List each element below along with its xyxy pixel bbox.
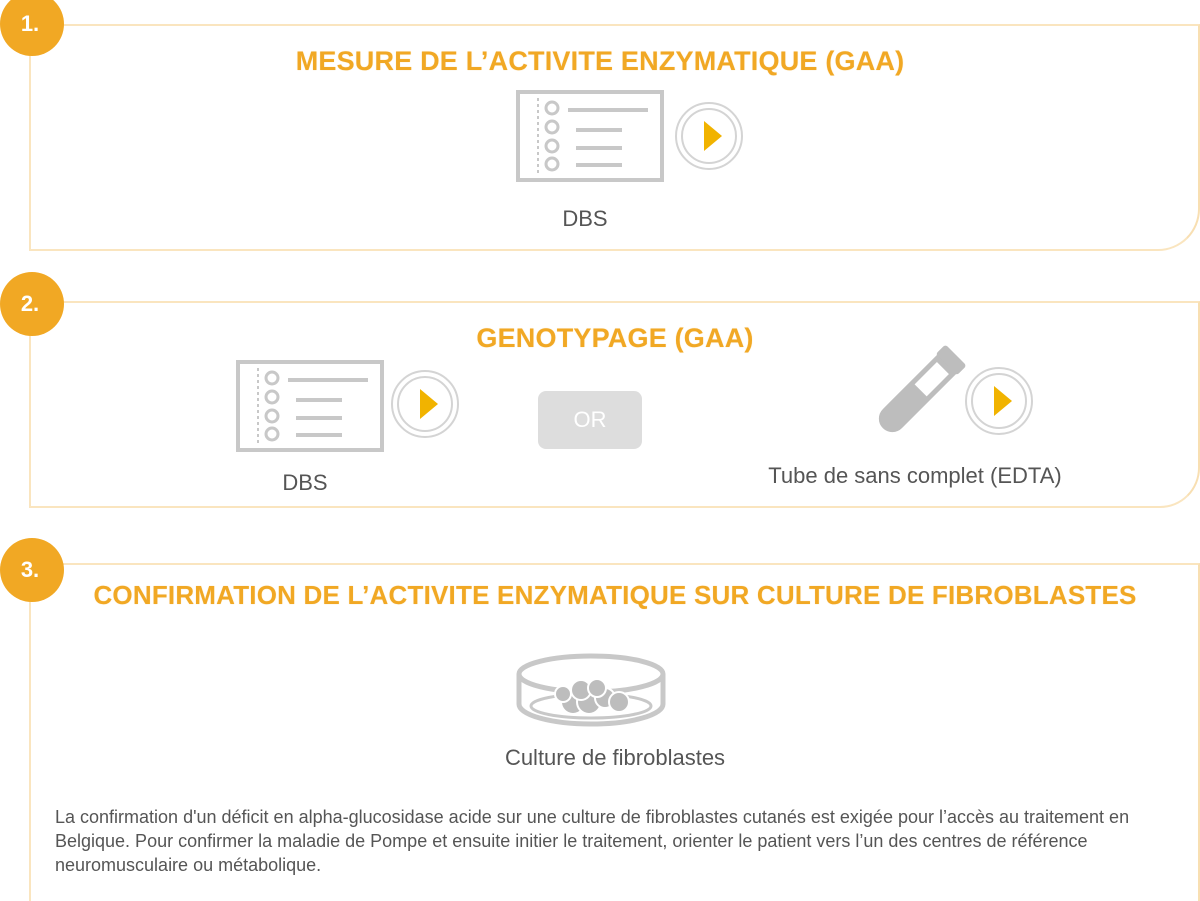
step-3-number-badge: 3. [0,538,64,602]
step-3-title: CONFIRMATION DE L’ACTIVITE ENZYMATIQUE SUR CULTURE DE FIBROBLASTES [93,580,1137,610]
play-icon[interactable] [674,101,744,171]
play-icon[interactable] [390,369,460,439]
step-2-number-badge: 2. [0,272,64,336]
step-1-title: MESURE DE L’ACTIVITE ENZYMATIQUE (GAA) [295,46,905,76]
blood-tube-icon [862,344,968,448]
dbs-card-icon [236,360,384,452]
or-separator: OR [538,391,642,449]
dbs-card-icon [516,90,664,182]
step-3-description: La confirmation d'un déficit en alpha-glucosidase acide sur une culture de fibroblastes cutanés est exigée pour l’accès au traitement en Belgique. Pour confirmer la maladie de Pompe et ensuite initier le traitement, orienter le patient vers l’un des centres de référence neuromusculaire ou métabolique. [55,807,1130,875]
petri-dish-icon [515,652,667,730]
step-2-sample-label: DBS [282,470,328,495]
step-2-title: GENOTYPAGE (GAA) [476,323,754,353]
step-1-sample-label: DBS [562,206,608,231]
step-1-number-badge: 1. [0,0,64,56]
step-2-alt-sample-label: Tube de sans complet (EDTA) [768,463,1062,488]
step-3-sample-label: Culture de fibroblastes [504,745,726,770]
play-icon[interactable] [964,366,1034,436]
